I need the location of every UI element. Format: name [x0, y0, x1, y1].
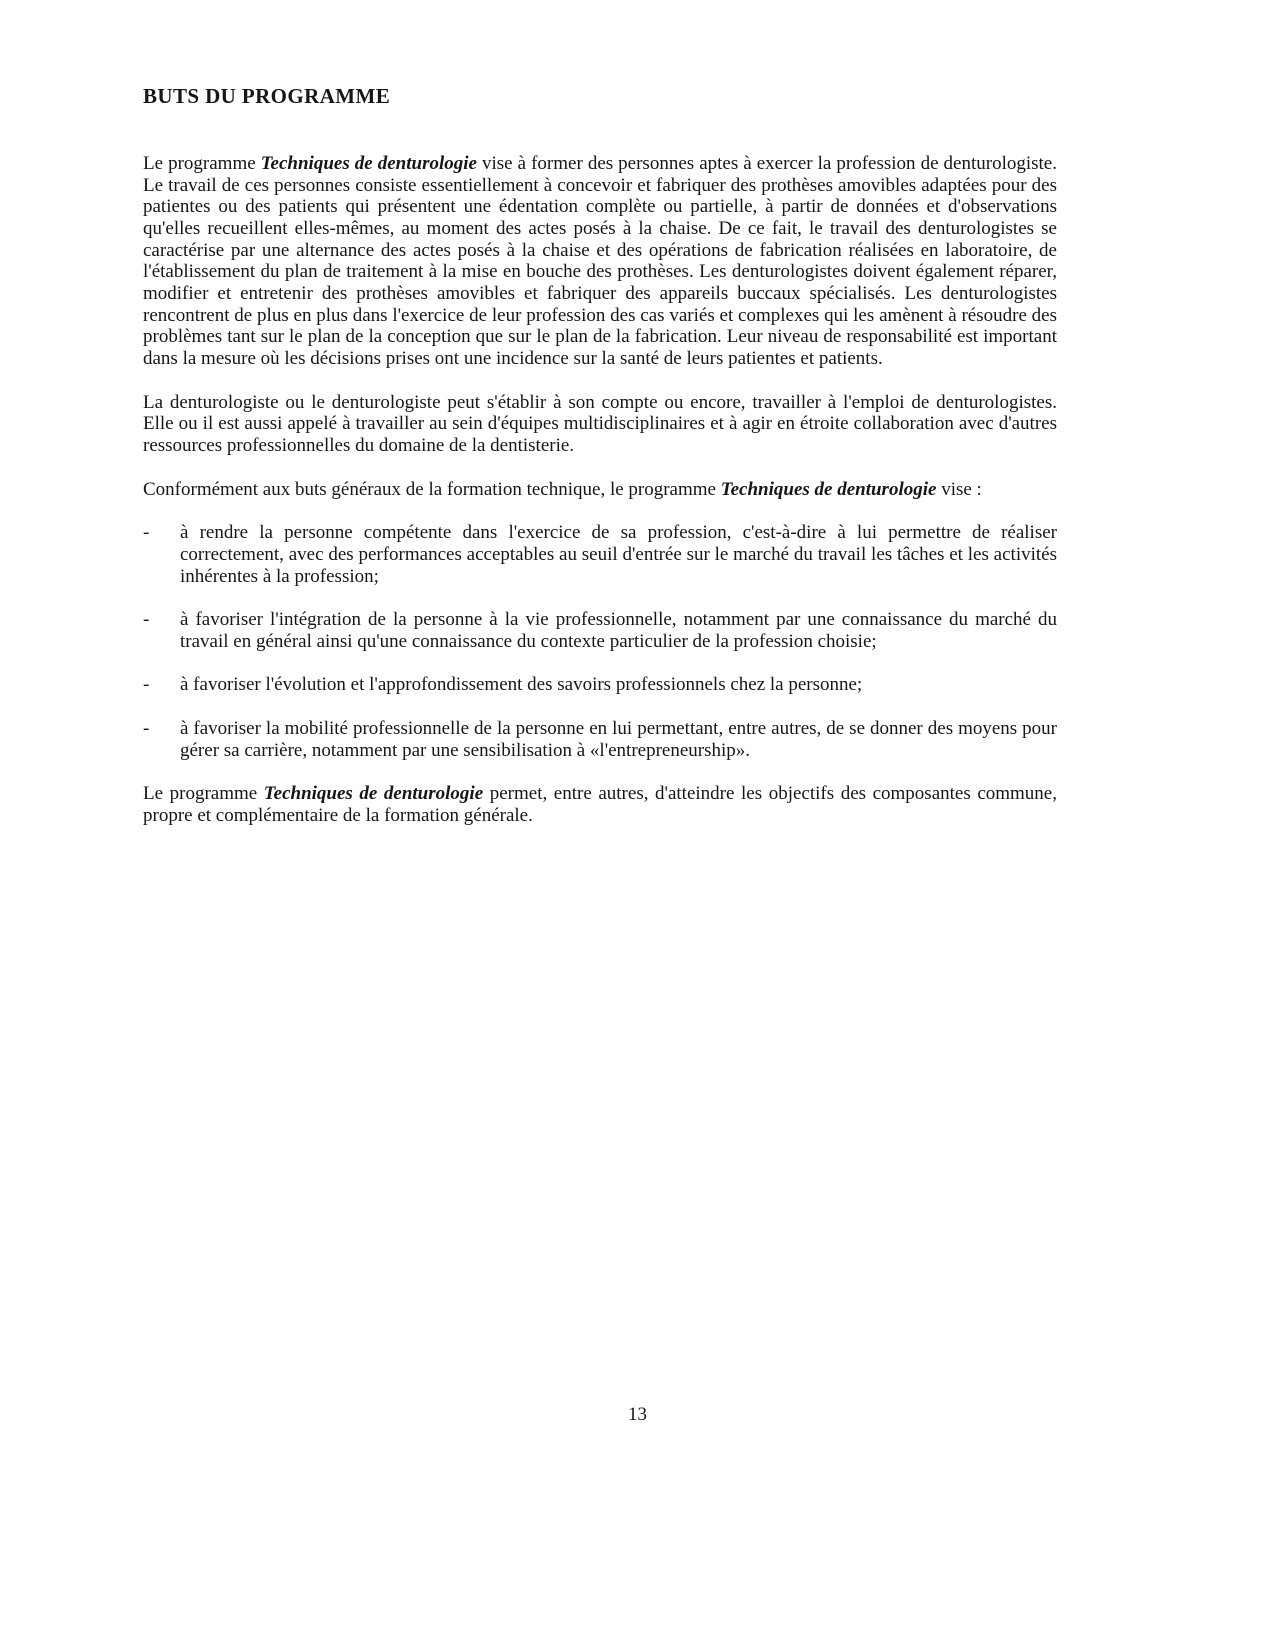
paragraph-closing — [143, 783, 1057, 826]
page-number: 13 — [628, 1404, 647, 1425]
list-item — [143, 522, 1057, 587]
paragraph-text: vise : — [936, 478, 982, 500]
program-name-emphasis: Techniques de denturologie — [720, 478, 937, 500]
paragraph-text: Le programme — [143, 153, 261, 174]
paragraph-text: La denturologiste ou le denturologiste peut s'établir à son compte ou encore, travailler à l'emploi de denturologistes. Elle ou il est aussi appelé à travailler au sein d'équipes multidisciplinaires et à agir en étroite collaboration avec d'autres ressources professionnelles du domaine de la dentisterie. — [143, 391, 1057, 456]
paragraph-text: Conformément aux buts généraux de la formation technique, le programme — [143, 478, 721, 500]
paragraph-text: permet, entre autres, d'atteindre les objectifs des composantes commune, propre et complémentaire de la formation générale. — [143, 783, 1057, 827]
bullet-marker: - — [143, 609, 150, 631]
list-item-text: à favoriser l'évolution et l'approfondissement des savoirs professionnels chez la personne; — [180, 674, 863, 696]
bullet-marker: - — [143, 522, 150, 544]
bullet-marker: - — [143, 674, 150, 696]
paragraph-intro — [143, 153, 1057, 370]
paragraph-employment — [143, 392, 1057, 457]
program-name-emphasis: Techniques de denturologie — [260, 153, 477, 174]
paragraph-text: Le programme — [143, 783, 264, 805]
paragraph-goals-lead — [143, 479, 1057, 501]
list-item — [143, 674, 1057, 696]
list-item-text: à favoriser l'intégration de la personne à la vie professionnelle, notamment par une connaissance du marché du travail en général ainsi qu'une connaissance du contexte particulier de la profession choisie; — [180, 609, 1057, 652]
paragraph-text: vise à former des personnes aptes à exercer la profession de denturologiste. Le travail de ces personnes consiste essentiellement à concevoir et fabriquer des prothèses amovibles adaptées pour des patientes ou des patients qui présentent une édentation complète ou partielle, à partir de données et d'observations qu'elles recueillent elles-mêmes, au moment des actes posés à la chaise. De ce fait, le travail des denturologistes se caractérise par une alternance des actes posés à la chaise et des opérations de fabrication réalisées en laboratoire, de l'établissement du plan de traitement à la mise en bouche des prothèses. Les denturologistes doivent également réparer, modifier et entretenir des prothèses amovibles et fabriquer des appareils buccaux spécialisés. Les denturologistes rencontrent de plus en plus dans l'exercice de leur profession des cas variés et complexes qui les amènent à résoudre des problèmes tant sur le plan de la conception que sur le plan de la fabrication. Leur niveau de responsabilité est important dans la mesure où les décisions prises ont une incidence sur la santé de leurs patientes et patients. — [143, 153, 1057, 369]
program-name-emphasis: Techniques de denturologie — [263, 783, 484, 805]
bullet-marker: - — [143, 718, 150, 740]
list-item-text: à rendre la personne compétente dans l'exercice de sa profession, c'est-à-dire à lui permettre de réaliser correctement, avec des performances acceptables au seuil d'entrée sur le marché du travail les tâches et les activités inhérentes à la profession; — [180, 522, 1057, 587]
list-item-text: à favoriser la mobilité professionnelle de la personne en lui permettant, entre autres, de se donner des moyens pour gérer sa carrière, notamment par une sensibilisation à «l'entrepreneurship». — [180, 718, 1057, 761]
list-item — [143, 609, 1057, 652]
list-item — [143, 718, 1057, 761]
page-title: BUTS DU PROGRAMME — [143, 84, 391, 108]
